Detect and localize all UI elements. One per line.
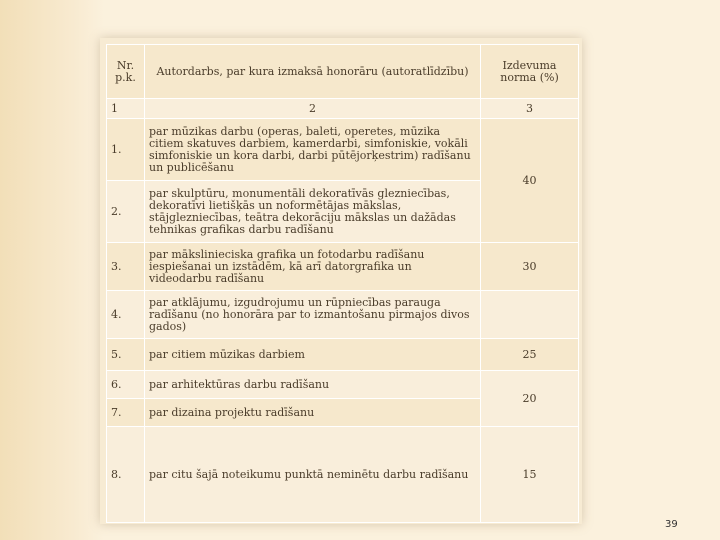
norm-value: 40 xyxy=(481,119,579,243)
row-text: par arhitektūras darbu radīšanu xyxy=(145,371,481,399)
table-row xyxy=(107,371,579,399)
row-text: par atklājumu, izgudrojumu un rūpniecības parauga radīšanu (no honorāra par to izmantošanu pirmajos divos gados) xyxy=(145,291,481,339)
row-number: 3. xyxy=(107,243,145,291)
index-cell-1: 1 xyxy=(107,99,145,119)
table-row xyxy=(107,339,579,371)
norm-value: 30 xyxy=(481,243,579,291)
header-row xyxy=(107,45,579,99)
norm-value: 15 xyxy=(481,427,579,523)
norm-value: 20 xyxy=(481,371,579,427)
rates-table xyxy=(106,44,579,523)
norm-value: 25 xyxy=(481,339,579,371)
row-number: 8. xyxy=(107,427,145,523)
row-text: par dizaina projektu radīšanu xyxy=(145,399,481,427)
row-number: 1. xyxy=(107,119,145,181)
row-text: par skulptūru, monumentāli dekoratīvās glezniecības, dekoratīvi lietišķās un noformētājas mākslas, stājglezniecības, teātra dekorāciju mākslas un dažādas tehnikas grafikas darbu radīšanu xyxy=(145,181,481,243)
header-norm: Izdevuma norma (%) xyxy=(481,45,579,99)
left-decoration xyxy=(0,0,104,540)
table-row xyxy=(107,243,579,291)
page-number: 39 xyxy=(665,519,678,530)
empty-cell xyxy=(481,291,579,339)
index-row xyxy=(107,99,579,119)
index-cell-3: 3 xyxy=(481,99,579,119)
row-text: par citu šajā noteikumu punktā neminētu darbu radīšanu xyxy=(145,427,481,523)
header-nr: Nr. p.k. xyxy=(107,45,145,99)
row-text: par mūzikas darbu (operas, baleti, operetes, mūzika citiem skatuves darbiem, kamerdarbi, simfoniskie, vokāli simfoniskie un kora darbi, darbi pūtējorķestrim) radīšanu un publicēšanu xyxy=(145,119,481,181)
row-text: par citiem mūzikas darbiem xyxy=(145,339,481,371)
header-work: Autordarbs, par kura izmaksā honorāru (autoratlīdzību) xyxy=(145,45,481,99)
table-row xyxy=(107,291,579,339)
row-number: 6. xyxy=(107,371,145,399)
table-row xyxy=(107,119,579,181)
table-row xyxy=(107,427,579,523)
row-number: 5. xyxy=(107,339,145,371)
row-number: 4. xyxy=(107,291,145,339)
row-number: 7. xyxy=(107,399,145,427)
index-cell-2: 2 xyxy=(145,99,481,119)
row-number: 2. xyxy=(107,181,145,243)
row-text: par mākslinieciska grafika un fotodarbu radīšanu iespiešanai un izstādēm, kā arī datorgrafika un videodarbu radīšanu xyxy=(145,243,481,291)
